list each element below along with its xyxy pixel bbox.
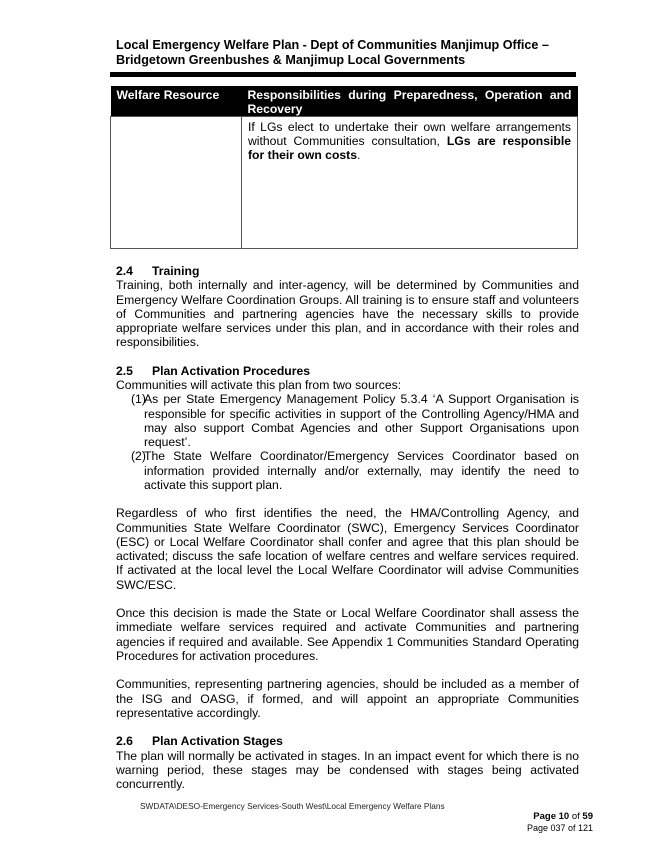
cell-text: If LGs elect to undertake their own welfare arrangements without Communities consultation, bbox=[248, 120, 571, 148]
training-paragraph: Training, both internally and inter-agency, will be determined by Communities and Emergency Welfare Coordination Groups. All training is to ensure staff and volunteers of Communities and partnering agencies have the necessary skills to provide appropriate welfare services under this plan, and in accordance with their roles and responsibilities. bbox=[116, 278, 579, 350]
page-current: 10 bbox=[558, 811, 570, 822]
section-number: 2.5 bbox=[116, 363, 133, 378]
page-of: of bbox=[571, 811, 580, 822]
activation-intro: Communities will activate this plan from two sources: bbox=[116, 378, 402, 392]
header-line-2: Bridgetown Greenbushes & Manjimup Local Governments bbox=[116, 53, 466, 67]
welfare-resource-table bbox=[110, 86, 578, 249]
table-header-row bbox=[111, 86, 578, 117]
list-item-text: As per State Emergency Management Policy 5.3.4 ‘A Support Organisation is responsible for specific activities in support of the Controlling Agency/HMA and may also support Combat Agencies and other Support Organisations upon request’. bbox=[144, 392, 579, 449]
table-row bbox=[111, 117, 578, 249]
section-number: 2.4 bbox=[116, 264, 133, 278]
section-heading-activation-procedures bbox=[116, 364, 579, 378]
footer-file-path: SWDATA\DESO-Emergency Services-South West\Local Emergency Welfare Plans bbox=[140, 801, 445, 811]
list-marker: (1) bbox=[131, 392, 146, 407]
section-number: 2.6 bbox=[116, 734, 133, 749]
table-cell-responsibilities bbox=[242, 117, 578, 249]
document-header bbox=[116, 38, 586, 68]
list-marker: (2) bbox=[131, 449, 146, 464]
header-line-1: Local Emergency Welfare Plan - Dept of Communities Manjimup Office – bbox=[116, 38, 549, 52]
activation-paragraph-3: Once this decision is made the State or Local Welfare Coordinator shall assess the immediate welfare services required and activate Communities and partnering agencies if required and available. See Appendix 1 Communities Standard Operating Procedures for activation procedures. bbox=[116, 606, 579, 663]
stages-paragraph: The plan will normally be activated in stages. In an impact event for which there is no warning period, these stages may be condensed with stages being activated concurrently. bbox=[116, 748, 579, 791]
footer-page-numbers bbox=[527, 812, 593, 833]
section-title: Plan Activation Procedures bbox=[152, 363, 311, 378]
table-header-resource: Welfare Resource bbox=[111, 86, 242, 117]
section-title: Plan Activation Stages bbox=[152, 734, 283, 749]
activation-paragraph-2: Regardless of who first identifies the need, the HMA/Controlling Agency, and Communities State Welfare Coordinator (SWC), Emergency Services Coordinator (ESC) or Local Welfare Coordinator shall confer and agree that this plan should be activated; discuss the safe location of welfare centres and welfare services required. If activated at the local level the Local Welfare Coordinator will advise Communities SWC/ESC. bbox=[116, 506, 579, 592]
activation-paragraph-4: Communities, representing partnering agencies, should be included as a member of the ISG and OASG, if formed, and will appoint an appropriate Communities representative accordingly. bbox=[116, 677, 579, 720]
activation-sources-list bbox=[116, 392, 579, 492]
list-item bbox=[116, 392, 579, 449]
list-item-text: The State Welfare Coordinator/Emergency Services Coordinator based on information provided internally and/or externally, may identify the need to activate this support plan. bbox=[144, 449, 579, 492]
header-rule bbox=[110, 72, 576, 77]
table-header-responsibilities: Responsibilities during Preparedness, Operation and Recovery bbox=[242, 86, 578, 117]
list-item bbox=[116, 449, 579, 492]
page-total: 59 bbox=[582, 811, 593, 822]
page-number bbox=[527, 812, 593, 823]
section-heading-activation-stages bbox=[116, 734, 579, 748]
document-body bbox=[116, 264, 579, 791]
section-heading-training bbox=[116, 264, 579, 278]
cell-text-bold: LGs are responsible for their own costs bbox=[248, 134, 571, 162]
document-page-number: Page 037 of 121 bbox=[526, 822, 593, 833]
table-cell-resource bbox=[111, 117, 242, 249]
section-title: Training bbox=[152, 264, 200, 278]
page-label: Page bbox=[533, 811, 556, 822]
cell-text-end: . bbox=[357, 148, 361, 162]
